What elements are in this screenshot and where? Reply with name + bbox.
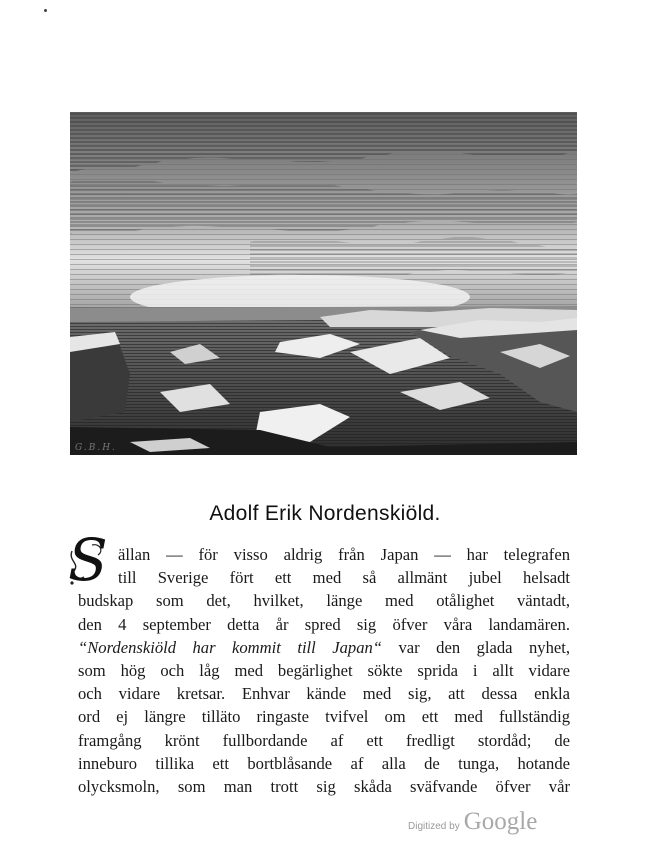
text-line: och vidare kretsar. Enhvar kände med sig, att dessa enkla bbox=[78, 684, 570, 704]
text-line: inneburo tillika ett bortblåsande af alla de tunga, hotande bbox=[78, 753, 570, 773]
quoted-telegram: “Nordenskiöld har kommit till Japan“ bbox=[78, 637, 383, 657]
digitized-by-google-watermark bbox=[408, 808, 537, 836]
text-line: ällan — för visso aldrig från Japan — har telegrafen bbox=[118, 545, 570, 564]
drop-cap-letter: S bbox=[68, 526, 108, 594]
text-line: ord ej längre tilläto ringaste tvifvel om ett med fullständig bbox=[78, 707, 570, 727]
body-text bbox=[68, 526, 570, 798]
text-line: var den glada nyhet, bbox=[398, 637, 570, 657]
text-line: till Sverige fört ett med så allmänt jubel helsadt bbox=[118, 568, 570, 588]
arctic-engraving-illustration bbox=[70, 112, 577, 455]
engraving-artwork bbox=[70, 112, 577, 455]
artist-signature: G.B.H. bbox=[75, 443, 117, 453]
chapter-title: Adolf Erik Nordenskiöld. bbox=[209, 502, 441, 525]
google-logo: Google bbox=[463, 808, 538, 835]
text-line: den 4 september detta år spred sig öfver våra landamären. bbox=[78, 614, 570, 634]
text-line: framgång krönt fullbordande af ett fredligt stordåd; de bbox=[78, 730, 570, 750]
text-line-with-quote bbox=[78, 636, 570, 659]
text-line: budskap som det, hvilket, länge med otålighet väntadt, bbox=[78, 591, 570, 611]
digitized-label: Digitized by bbox=[408, 821, 460, 832]
text-line: olycksmoln, som man trott sig skåda sväfvande öfver vår bbox=[78, 776, 570, 796]
page-speck bbox=[44, 9, 47, 12]
decorative-drop-cap bbox=[66, 526, 116, 594]
text-line: som hög och låg med begärlighet sökte sprida i allt vidare bbox=[78, 660, 570, 680]
